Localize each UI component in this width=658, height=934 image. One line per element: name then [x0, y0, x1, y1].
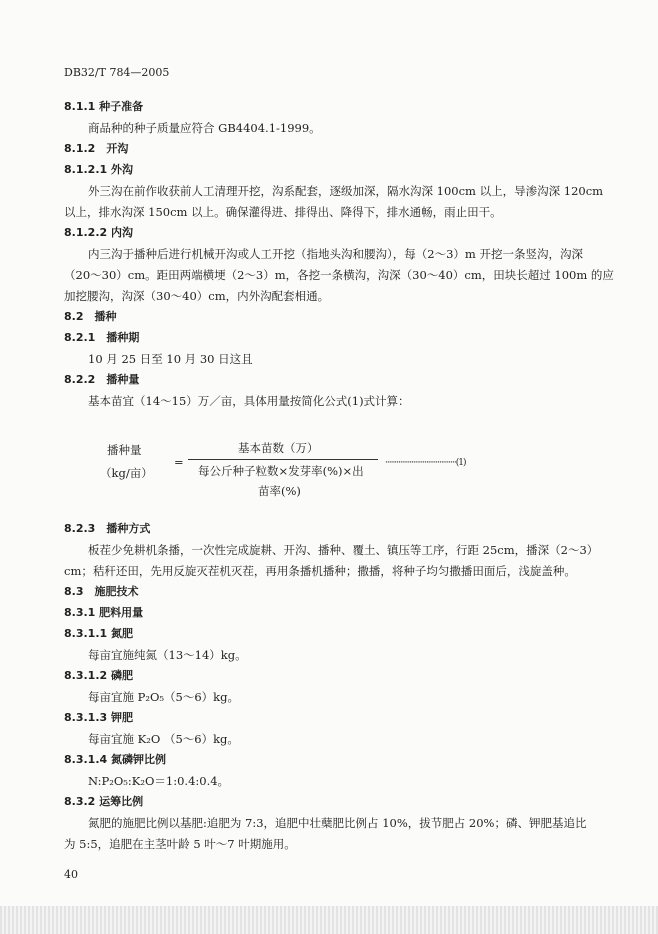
heading-8-2-1: 8.2.1 播种期 [64, 331, 140, 344]
paragraph-8-2-3-line2: cm；秸秆还田，先用反旋灭茬机灭茬，再用条播机播种；撒播，将种子均匀撒播田面后，浅旋盖种。 [64, 564, 576, 578]
heading-8-2-3: 8.2.3 播种方式 [64, 522, 151, 535]
paragraph-8-2-1: 10 月 25 日至 10 月 30 日这且 [88, 352, 253, 366]
paragraph-8-1-2-2-line3: 加挖腰沟，沟深（30～40）cm，内外沟配套相通。 [64, 289, 330, 303]
document-code: DB32/T 784—2005 [64, 66, 170, 79]
paragraph-8-3-1-3: 每亩宜施 K₂O （5～6）kg。 [88, 732, 239, 746]
formula-lhs-label: 播种量 [107, 443, 142, 457]
formula-equals-sign: = [174, 455, 184, 469]
heading-8-1-2: 8.1.2 开沟 [64, 142, 129, 155]
heading-8-3-1-4: 8.3.1.4 氮磷钾比例 [64, 753, 166, 766]
paragraph-8-1-2-2-line1: 内三沟于播种后进行机械开沟或人工开挖（指地头沟和腰沟），每（2～3）m 开挖一条竖沟，沟深 [88, 247, 583, 261]
paragraph-8-1-1: 商品种的种子质量应符合 GB4404.1-1999。 [88, 121, 321, 135]
heading-8-3-2: 8.3.2 运筹比例 [64, 795, 144, 808]
heading-8-1-2-1: 8.1.2.1 外沟 [64, 163, 133, 176]
paragraph-8-2-3-line1: 板茬少免耕机条播，一次性完成旋耕、开沟、播种、覆土、镇压等工序，行距 25cm，播深（2～3） [88, 543, 599, 557]
paragraph-8-3-2-line1: 氮肥的施肥比例以基肥:追肥为 7:3，追肥中壮蘖肥比例占 10%，拔节肥占 20%；磷、钾肥基追比 [88, 816, 587, 830]
heading-8-3-1-3: 8.3.1.3 钾肥 [64, 711, 133, 724]
page-number: 40 [64, 868, 78, 881]
formula-lhs-unit: （kg/亩） [100, 466, 153, 480]
formula-denominator-line1: 每公斤种子粒数×发芽率(%)×出 [198, 464, 364, 478]
paragraph-8-3-2-line2: 为 5:5，追肥在主茎叶龄 5 叶～7 叶期施用。 [64, 837, 296, 851]
formula-numerator: 基本苗数（万） [238, 441, 319, 455]
heading-8-2: 8.2 播种 [64, 310, 117, 323]
paragraph-8-2-2: 基本苗宜（14～15）万／亩，具体用量按简化公式(1)式计算： [88, 394, 410, 408]
paragraph-8-3-1-4: N:P₂O₅:K₂O＝1:0.4:0.4。 [88, 774, 230, 788]
heading-8-3-1-2: 8.3.1.2 磷肥 [64, 669, 133, 682]
paragraph-8-1-2-2-line2: （20～30）cm。距田两端横埂（2～3）m，各挖一条横沟，沟深（30～40）cm，田块长超过 100m 的应 [64, 268, 614, 282]
formula-fraction-bar [188, 459, 378, 460]
heading-8-2-2: 8.2.2 播种量 [64, 373, 140, 386]
paragraph-8-1-2-1-line2: 以上，排水沟深 150cm 以上。确保灌得进、排得出、降得下，排水通畅，雨止田干。 [64, 205, 502, 219]
heading-8-3-1: 8.3.1 肥料用量 [64, 606, 144, 619]
paragraph-8-1-2-1-line1: 外三沟在前作收获前人工清理开挖，沟系配套，逐级加深，隔水沟深 100cm 以上，导渗沟深 120cm [88, 184, 604, 198]
heading-8-1-1: 8.1.1 种子准备 [64, 100, 144, 113]
heading-8-1-2-2: 8.1.2.2 内沟 [64, 226, 133, 239]
formula-dot-leader-number: ······································(1) [385, 458, 466, 468]
formula-denominator-line2: 苗率(%) [258, 484, 301, 498]
paragraph-8-3-1-1: 每亩宜施纯氮（13～14）kg。 [88, 648, 247, 662]
heading-8-3-1-1: 8.3.1.1 氮肥 [64, 627, 133, 640]
scan-edge-band [0, 906, 658, 934]
paragraph-8-3-1-2: 每亩宜施 P₂O₅（5～6）kg。 [88, 690, 240, 704]
heading-8-3: 8.3 施肥技术 [64, 585, 139, 598]
